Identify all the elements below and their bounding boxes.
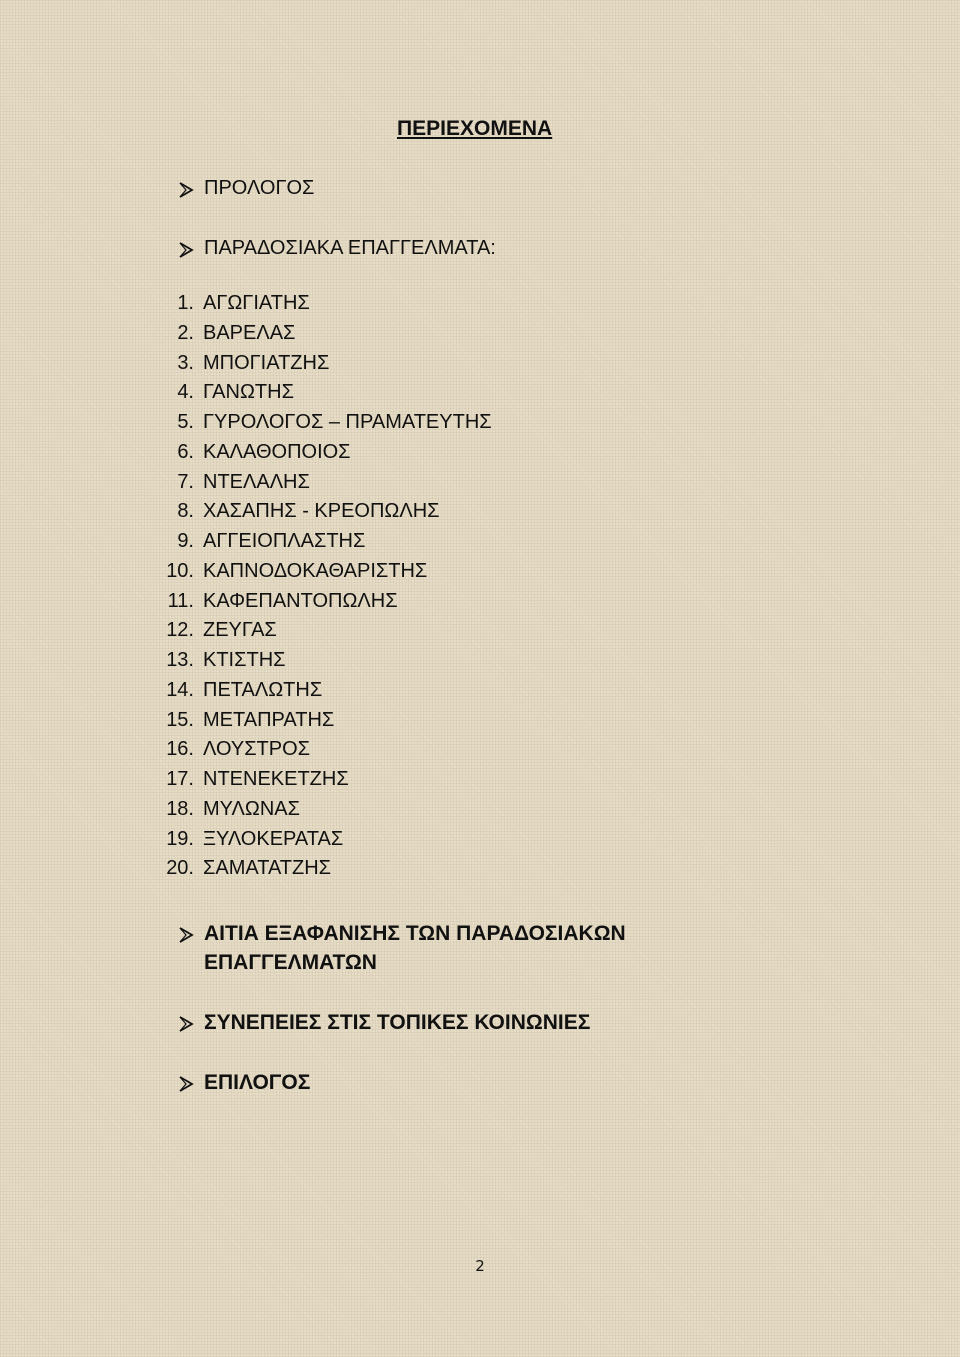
profession-list-item[interactable] [0,649,960,679]
profession-number: 18. [166,797,194,820]
toc-entry-label-continued: ΕΠΑΓΓΕΛΜΑΤΩΝ [204,951,377,974]
profession-list-item[interactable] [0,500,960,530]
profession-number: 14. [166,678,194,701]
arrowhead-bullet-icon [177,241,195,259]
toc-entry-label: ΣΥΝΕΠΕΙΕΣ ΣΤΙΣ ΤΟΠΙΚΕΣ ΚΟΙΝΩΝΙΕΣ [204,1011,591,1034]
profession-list-item[interactable] [0,590,960,620]
arrowhead-bullet-icon [177,1015,195,1033]
arrowhead-bullet-icon [177,926,195,944]
profession-label: ΑΓΓΕΙΟΠΛΑΣΤΗΣ [203,530,366,552]
arrowhead-bullet-icon [177,181,195,199]
profession-list-item[interactable] [0,619,960,649]
profession-number: 12. [166,619,194,642]
profession-number: 10. [166,559,194,582]
profession-label: ΓΥΡΟΛΟΓΟΣ – ΠΡΑΜΑΤΕΥΤΗΣ [203,411,492,433]
profession-label: ΜΕΤΑΠΡΑΤΗΣ [203,708,335,731]
profession-label: ΜΥΛΩΝΑΣ [203,797,300,820]
profession-label: ΚΤΙΣΤΗΣ [203,649,286,671]
toc-entry-label: ΑΙΤΙΑ ΕΞΑΦΑΝΙΣΗΣ ΤΩΝ ΠΑΡΑΔΟΣΙΑΚΩΝ [204,922,626,945]
profession-label: ΠΕΤΑΛΩΤΗΣ [203,678,323,701]
profession-list-item[interactable] [0,322,960,352]
profession-list-item[interactable] [0,352,960,382]
toc-entry-label: ΕΠΙΛΟΓΟΣ [204,1071,311,1094]
profession-list-item[interactable] [0,560,960,590]
profession-label: ΚΑΦΕΠΑΝΤΟΠΩΛΗΣ [203,589,398,612]
profession-list-item[interactable] [0,828,960,858]
profession-list-item[interactable] [0,768,960,798]
profession-number: 13. [166,649,194,671]
profession-number: 9. [177,530,194,552]
profession-number: 11. [167,589,194,612]
arrowhead-bullet-icon [177,1075,195,1093]
profession-number: 8. [177,500,194,523]
toc-entry-label: ΠΑΡΑΔΟΣΙΑΚΑ ΕΠΑΓΓΕΛΜΑΤΑ: [204,237,496,259]
profession-number: 16. [166,738,194,761]
profession-list-item[interactable] [0,857,960,887]
profession-label: ΑΓΩΓΙΑΤΗΣ [203,292,310,314]
profession-label: ΞΥΛΟΚΕΡΑΤΑΣ [203,827,344,850]
page-title: ΠΕΡΙΕΧΟΜΕΝΑ [397,117,553,140]
profession-label: ΓΑΝΩΤΗΣ [203,381,294,404]
profession-label: ΖΕΥΓΑΣ [203,619,277,642]
profession-number: 3. [177,351,194,374]
profession-list-item[interactable] [0,441,960,471]
profession-label: ΣΑΜΑΤΑΤΖΗΣ [203,857,332,880]
profession-number: 7. [177,470,194,493]
profession-number: 2. [177,321,194,344]
profession-list-item[interactable] [0,530,960,560]
toc-entry-label: ΠΡΟΛΟΓΟΣ [204,177,315,199]
profession-label: ΚΑΠΝΟΔΟΚΑΘΑΡΙΣΤΗΣ [203,559,428,582]
profession-label: ΝΤΕΛΑΛΗΣ [203,470,310,493]
page-number: 2 [475,1257,485,1275]
profession-label: ΧΑΣΑΠΗΣ - ΚΡΕΟΠΩΛΗΣ [203,500,440,523]
profession-list-item[interactable] [0,679,960,709]
profession-number: 4. [177,381,194,404]
profession-list-item[interactable] [0,381,960,411]
profession-list-item[interactable] [0,738,960,768]
profession-number: 19. [166,827,194,850]
profession-label: ΜΠΟΓΙΑΤΖΗΣ [203,351,330,374]
profession-number: 5. [177,411,194,433]
profession-number: 6. [177,440,194,463]
profession-label: ΒΑΡΕΛΑΣ [203,321,296,344]
profession-label: ΛΟΥΣΤΡΟΣ [203,738,311,761]
profession-list-item[interactable] [0,292,960,322]
profession-number: 20. [166,857,194,880]
profession-label: ΝΤΕΝΕΚΕΤΖΗΣ [203,768,349,790]
profession-number: 1. [177,292,194,314]
profession-number: 17. [166,768,194,790]
profession-list-item[interactable] [0,709,960,739]
profession-list-item[interactable] [0,471,960,501]
profession-number: 15. [166,708,194,731]
profession-label: ΚΑΛΑΘΟΠΟΙΟΣ [203,440,351,463]
profession-list-item[interactable] [0,411,960,441]
profession-list-item[interactable] [0,798,960,828]
